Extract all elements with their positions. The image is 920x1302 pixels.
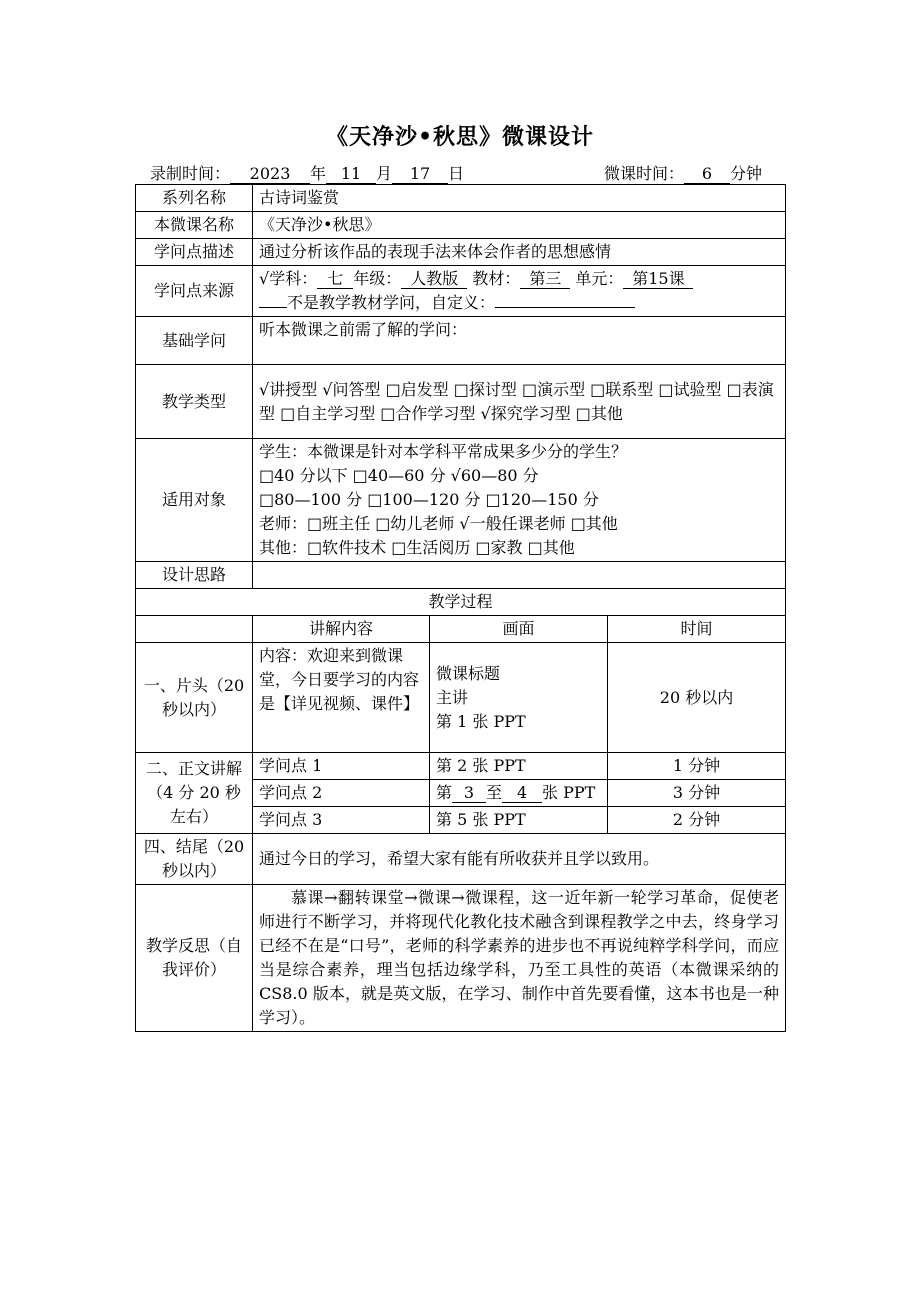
audience-line: □80—100 分 □100—120 分 □120—150 分 [259, 490, 599, 509]
screen-suffix: 张 PPT [542, 783, 596, 802]
design-value [253, 562, 786, 589]
ending-content: 通过今日的学习，希望大家有能有所收获并且学以致用。 [253, 834, 786, 885]
record-label: 录制时间： [150, 164, 231, 183]
reflection-label: 教学反思（自我评价） [136, 885, 253, 1032]
opening-screen [430, 643, 608, 753]
table-row [136, 239, 786, 266]
table-row [136, 365, 786, 439]
process-heading: 教学过程 [136, 589, 786, 616]
table-row [136, 317, 786, 365]
table-row [136, 589, 786, 616]
table-row [136, 616, 786, 643]
screen-prefix: 第 [436, 783, 453, 802]
lesson-value: 《天净沙•秋思》 [253, 212, 786, 239]
row-label: 适用对象 [136, 439, 253, 562]
desc-value: 通过分析该作品的表现手法来体会作者的思想感情 [253, 239, 786, 266]
record-info [150, 161, 784, 183]
unit-label: 单元： [575, 269, 624, 288]
textbook-label: 教材： [472, 269, 521, 288]
year-unit: 年 [310, 164, 327, 183]
ending-label: 四、结尾（20 秒以内） [136, 834, 253, 885]
screen-line: 微课标题 [436, 663, 501, 683]
month-unit: 月 [376, 164, 393, 183]
source-value [253, 266, 786, 317]
audience-line: 老师：□班主任 □幼儿老师 √一般任课老师 □其他 [259, 514, 618, 533]
body-screen: 第 5 张 PPT [430, 807, 608, 834]
table-row [136, 753, 786, 780]
row-label: 系列名称 [136, 185, 253, 212]
record-month: 11 [326, 165, 376, 184]
body-content: 学问点 3 [253, 807, 430, 834]
table-row [136, 212, 786, 239]
design-table [135, 184, 786, 1032]
grade-label: 年级： [353, 269, 402, 288]
series-value: 古诗词鉴赏 [253, 185, 786, 212]
row-label: 本微课名称 [136, 212, 253, 239]
column-header: 画面 [430, 616, 608, 643]
body-label: 二、正文讲解 （4 分 20 秒左右） [136, 753, 253, 834]
table-row [136, 643, 786, 753]
blank-line [259, 307, 287, 308]
column-header: 讲解内容 [253, 616, 430, 643]
table-row [136, 266, 786, 317]
row-label: 学问点来源 [136, 266, 253, 317]
audience-line: □40 分以下 □40—60 分 √60—80 分 [259, 466, 539, 485]
screen-a: 3 [452, 784, 486, 803]
table-row [136, 885, 786, 1032]
body-content: 学问点 1 [253, 753, 430, 780]
row-label: 学问点描述 [136, 239, 253, 266]
record-day: 17 [392, 165, 448, 184]
opening-content: 内容：欢迎来到微课堂，今日要学习的内容是【详见视频、课件】 [253, 643, 430, 753]
table-row [136, 834, 786, 885]
audience-value [253, 439, 786, 562]
row-label: 基础学问 [136, 317, 253, 365]
body-time: 2 分钟 [608, 807, 786, 834]
body-time: 1 分钟 [608, 753, 786, 780]
duration-value: 6 [684, 165, 730, 184]
table-row [136, 185, 786, 212]
unit: 第三 [520, 270, 570, 289]
subject: 七 [317, 270, 353, 289]
page-title: 《天净沙•秋思》微课设计 [325, 124, 595, 150]
duration-info [604, 161, 762, 184]
body-screen [430, 780, 608, 807]
lesson-no: 第15课 [623, 270, 693, 289]
empty-cell [136, 616, 253, 643]
opening-label: 一、片头（20 秒以内） [136, 643, 253, 753]
custom-label: 不是教学教材学问，自定义： [287, 293, 496, 312]
column-header: 时间 [608, 616, 786, 643]
screen-b: 4 [502, 784, 542, 803]
audience-line: 其他：□软件技术 □生活阅历 □家教 □其他 [259, 538, 575, 557]
edition: 人教版 [401, 270, 467, 289]
custom-blank [495, 307, 635, 308]
row-label: 设计思路 [136, 562, 253, 589]
basic-value: 听本微课之前需了解的学问： [253, 317, 786, 365]
screen-mid: 至 [486, 783, 503, 802]
table-row [136, 562, 786, 589]
types-value: √讲授型 √问答型 □启发型 □探讨型 □演示型 □联系型 □试验型 □表演型 □自主学习型 □合作学习型 √探究学习型 □其他 [253, 365, 786, 439]
duration-unit: 分钟 [729, 164, 762, 183]
body-screen: 第 2 张 PPT [430, 753, 608, 780]
screen-line: 主讲 [436, 687, 469, 707]
audience-line: 学生：本微课是针对本学科平常成果多少分的学生？ [259, 442, 628, 461]
table-row [136, 439, 786, 562]
subject-prefix: √学科： [259, 269, 318, 288]
screen-line: 第 1 张 PPT [436, 711, 526, 731]
reflection-text: 慕课→翻转课堂→微课→微课程，这一近年新一轮学习革命，促使老师进行不断学习，并将现代化教化技术融含到课程教学之中去，终身学习已经不在是“口号”，老师的科学素养的进步也不再说纯粹学科学问，而应当是综合素养，理当包括边缘学科，乃至工具性的英语（本微课采纳的 CS8.0 版本，就是英文版，在学习、制作中首先要看懂，这本书也是一种学习）。 [253, 885, 786, 1032]
body-content: 学问点 2 [253, 780, 430, 807]
opening-time: 20 秒以内 [608, 643, 786, 753]
record-year: 2023 [230, 165, 310, 184]
body-time: 3 分钟 [608, 780, 786, 807]
day-unit: 日 [448, 164, 465, 183]
duration-label: 微课时间： [603, 164, 684, 183]
row-label: 教学类型 [136, 365, 253, 439]
